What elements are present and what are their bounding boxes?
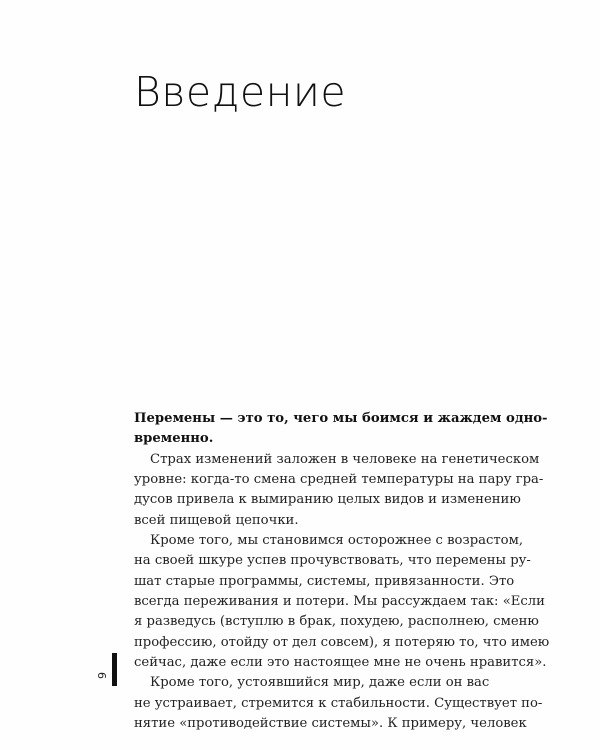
chapter-body: [134, 409, 550, 735]
paragraph-line: я разведусь (вступлю в брак, похудею, располнею, сменю: [134, 614, 539, 630]
folio-bar: [112, 653, 117, 686]
paragraph-line: на своей шкуре успев прочувствовать, что перемены ру-: [134, 553, 531, 569]
paragraph-line: всегда переживания и потери. Мы рассуждаем так: «Если: [134, 594, 545, 610]
paragraph-line: дусов привела к вымиранию целых видов и изменению: [134, 492, 521, 508]
paragraph-line: всей пищевой цепочки.: [134, 512, 299, 528]
lead-line: Перемены — это то, чего мы боимся и жаждем одно-: [134, 411, 548, 426]
paragraph-line: профессию, отойду от дел совсем), я потеряю то, что имею: [134, 634, 550, 650]
paragraph-line: уровне: когда-то смена средней температуры на пару гра-: [134, 472, 544, 488]
page-number: 6: [95, 672, 108, 679]
chapter-title: Введение: [134, 68, 347, 116]
paragraph-line: Страх изменений заложен в человеке на генетическом: [150, 451, 540, 467]
paragraph-line: Кроме того, устоявшийся мир, даже если он вас: [150, 675, 490, 691]
paragraph-line: шат старые программы, системы, привязанности. Это: [134, 573, 515, 589]
paragraph-line: нятие «противодействие системы». К примеру, человек: [134, 716, 527, 732]
paragraph-line: Кроме того, мы становимся осторожнее с возрастом,: [150, 533, 524, 549]
paragraph-line: не устраивает, стремится к стабильности. Существует по-: [134, 695, 543, 711]
lead-line: временно.: [134, 431, 214, 447]
paragraph-line: сейчас, даже если это настоящее мне не очень нравится».: [134, 655, 547, 671]
